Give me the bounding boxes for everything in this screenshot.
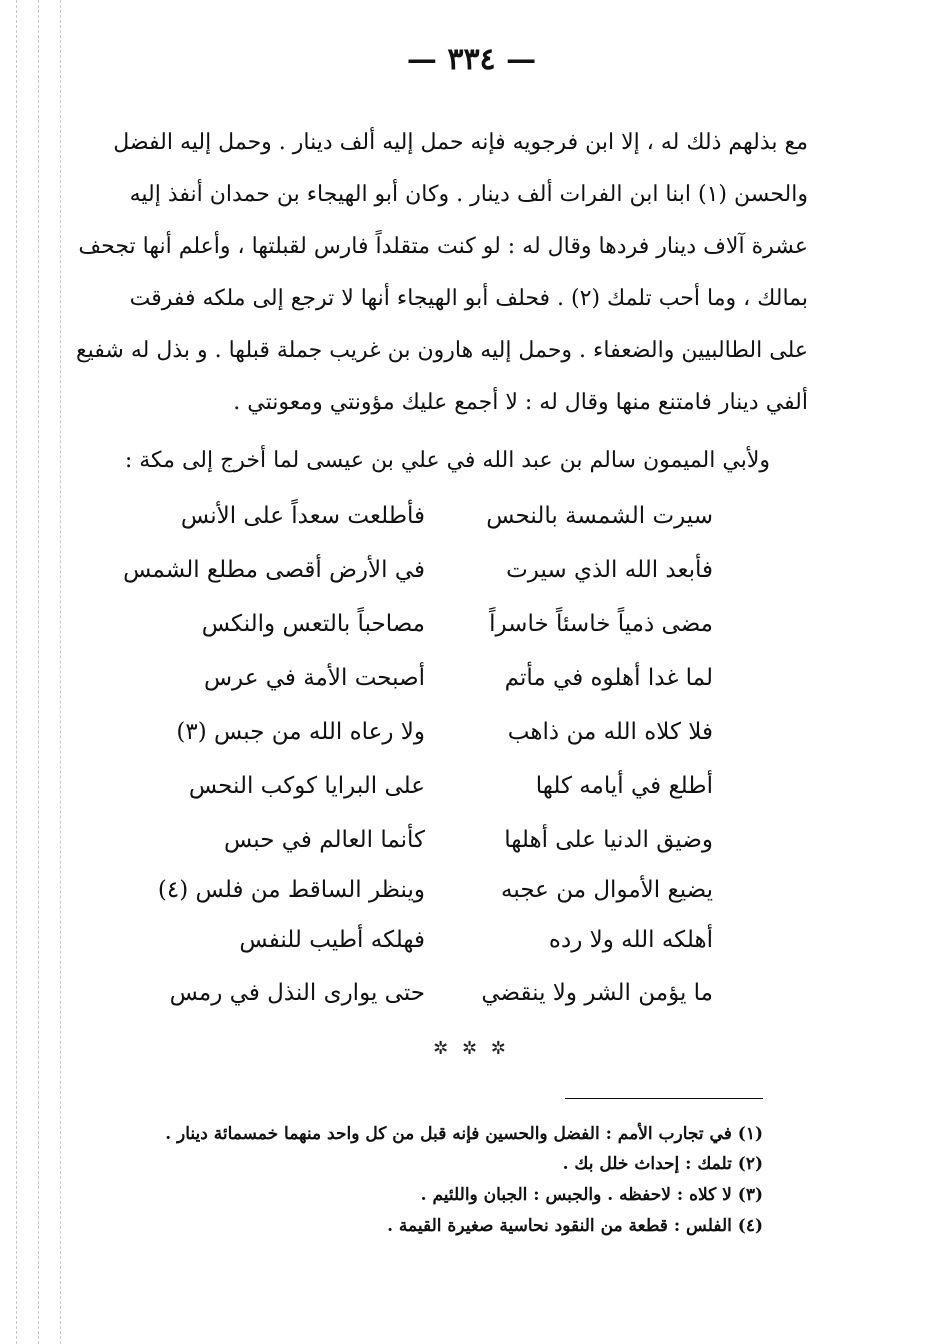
section-separator: ✲ ✲ ✲ xyxy=(433,1038,510,1059)
verse-first-hemistich: أهلكه الله ولا رده xyxy=(548,927,713,953)
page-edge-guide xyxy=(38,0,39,1344)
prose-line: بمالك ، وما أحب تلمك (٢) . فحلف أبو الهيجاء أنها لا ترجع إلى ملكه ففرقت xyxy=(129,286,808,311)
footnote: (٣) لا كلاه : لاحفظه . والجبس : الجبان واللئيم . xyxy=(420,1185,763,1205)
verse-first-hemistich: وضيق الدنيا على أهلها xyxy=(504,827,713,853)
verse-second-hemistich: على البرايا كوكب النحس xyxy=(188,773,425,799)
verse-first-hemistich: مضى ذمياً خاسئاً خاسراً xyxy=(489,611,713,637)
verse-second-hemistich: فهلكه أطيب للنفس xyxy=(239,927,425,953)
verse-second-hemistich: مصاحباً بالتعس والنكس xyxy=(201,611,425,637)
verse-second-hemistich: ولا رعاه الله من جبس (٣) xyxy=(176,719,425,745)
verse-second-hemistich: حتى يوارى النذل في رمس xyxy=(169,980,425,1006)
verse-first-hemistich: سيرت الشمسة بالنحس xyxy=(486,503,713,529)
page-edge-guide xyxy=(60,0,61,1344)
page-number: — ٣٣٤ — xyxy=(406,42,537,77)
verse-first-hemistich: أطلع في أيامه كلها xyxy=(535,773,713,799)
footnote: (٢) تلمك : إحداث خلل بك . xyxy=(562,1154,763,1174)
footnote: (١) في تجارب الأمم : الفضل والحسين فإنه قبل من كل واحد منهما خمسمائة دينار . xyxy=(165,1124,763,1144)
page-edge-guide xyxy=(16,0,17,1344)
verse-second-hemistich: وينظر الساقط من فلس (٤) xyxy=(157,877,425,903)
verse-first-hemistich: لما غدا أهلوه في مأتم xyxy=(504,665,713,691)
footnote-divider xyxy=(565,1098,763,1099)
prose-line: على الطالبيين والضعفاء . وحمل إليه هارون بن غريب جملة قبلها . و بذل له شفيع xyxy=(75,338,808,363)
verse-second-hemistich: فأطلعت سعداً على الأنس xyxy=(180,503,425,529)
poem-intro: ولأبي الميمون سالم بن عبد الله في علي بن عيسى لما أخرج إلى مكة : xyxy=(124,448,770,473)
verse-first-hemistich: يضيع الأموال من عجبه xyxy=(501,877,713,903)
prose-line: والحسن (١) ابنا ابن الفرات ألف دينار . وكان أبو الهيجاء بن حمدان أنفذ إليه xyxy=(129,182,808,207)
prose-line: ألفي دينار فامتنع منها وقال له : لا أجمع عليك مؤونتي ومعونتي . xyxy=(233,390,808,415)
verse-second-hemistich: كأنما العالم في حبس xyxy=(223,827,425,853)
verse-second-hemistich: في الأرض أقصى مطلع الشمس xyxy=(123,557,425,583)
prose-line: عشرة آلاف دينار فردها وقال له : لو كنت متقلداً فارس لقبلتها ، وأعلم أنها تجحف xyxy=(78,234,808,259)
verse-first-hemistich: فأبعد الله الذي سيرت xyxy=(506,557,713,583)
footnote: (٤) الفلس : قطعة من النقود نحاسية صغيرة القيمة . xyxy=(387,1216,763,1236)
prose-line: مع بذلهم ذلك له ، إلا ابن فرجويه فإنه حمل إليه ألف دينار . وحمل إليه الفضل xyxy=(113,130,808,155)
verse-second-hemistich: أصبحت الأمة في عرس xyxy=(203,665,425,691)
verse-first-hemistich: ما يؤمن الشر ولا ينقضي xyxy=(481,980,713,1006)
verse-first-hemistich: فلا كلاه الله من ذاهب xyxy=(507,719,713,745)
